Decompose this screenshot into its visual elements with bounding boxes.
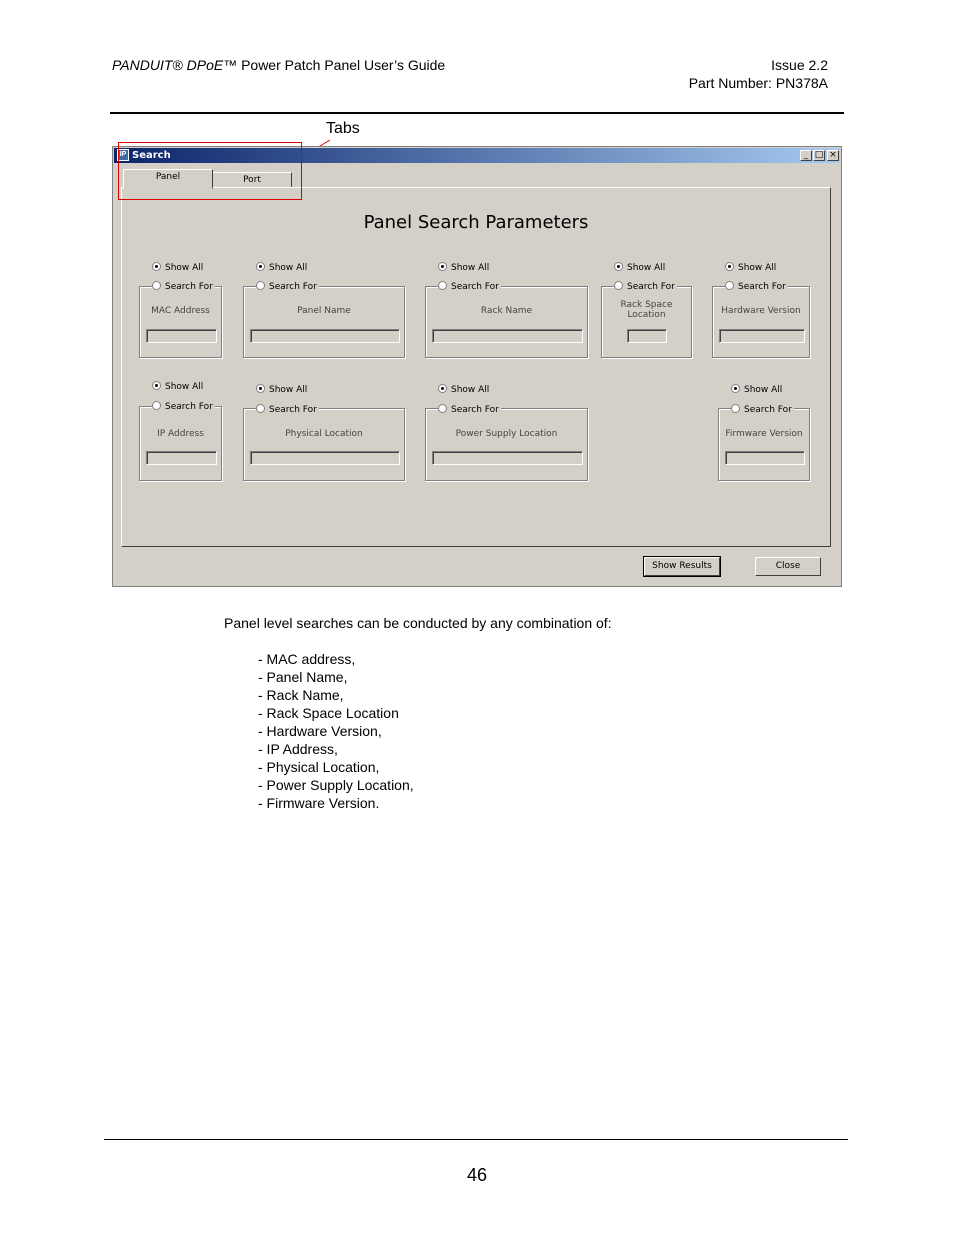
- radio-show-all[interactable]: Show All: [731, 384, 784, 396]
- power-supply-location-input[interactable]: [432, 451, 583, 465]
- ip-address-input[interactable]: [146, 451, 217, 465]
- radio-search-for[interactable]: Search For: [731, 404, 794, 416]
- minimize-icon[interactable]: _: [800, 150, 812, 161]
- header-issue: Issue 2.2: [771, 57, 828, 73]
- group-label: Power Supply Location: [455, 429, 558, 439]
- rack-space-location-input[interactable]: [627, 329, 667, 343]
- radio-search-for[interactable]: Search For: [152, 401, 215, 413]
- header-part-number: Part Number: PN378A: [688, 75, 828, 91]
- close-icon[interactable]: ×: [827, 150, 839, 161]
- panel-name-group: [243, 286, 405, 358]
- list-item: - Physical Location,: [258, 759, 380, 775]
- radio-search-for[interactable]: Search For: [725, 281, 788, 293]
- rack-name-group: [425, 286, 588, 358]
- tabs-annotation-label: Tabs: [326, 120, 360, 137]
- radio-unchecked-icon: [614, 281, 623, 290]
- mac-address-input[interactable]: [146, 329, 217, 343]
- group-label: Rack Space Location: [620, 300, 673, 320]
- list-item: - Power Supply Location,: [258, 777, 414, 793]
- radio-unchecked-icon: [438, 404, 447, 413]
- panel-name-input[interactable]: [250, 329, 400, 343]
- radio-show-all[interactable]: Show All: [152, 381, 205, 393]
- header-title: [112, 56, 445, 74]
- physical-location-input[interactable]: [250, 451, 400, 465]
- page-title: Panel Search Parameters: [363, 212, 589, 233]
- radio-unchecked-icon: [438, 281, 447, 290]
- page-number: 46: [466, 1165, 488, 1185]
- radio-checked-icon: [438, 384, 447, 393]
- radio-unchecked-icon: [152, 401, 161, 410]
- radio-unchecked-icon: [256, 404, 265, 413]
- radio-search-for[interactable]: Search For: [152, 281, 215, 293]
- radio-show-all[interactable]: Show All: [152, 262, 205, 274]
- footer-rule: [104, 1139, 848, 1140]
- list-item: - Rack Name,: [258, 687, 344, 703]
- hardware-version-group: [712, 286, 810, 358]
- radio-search-for[interactable]: Search For: [256, 281, 319, 293]
- search-dialog: [112, 146, 842, 587]
- power-supply-location-group: [425, 408, 588, 481]
- physical-location-group: [243, 408, 405, 481]
- radio-search-for[interactable]: Search For: [438, 404, 501, 416]
- header-title-rest: Power Patch Panel User’s Guide: [237, 57, 446, 73]
- radio-show-all[interactable]: Show All: [438, 262, 491, 274]
- radio-checked-icon: [725, 262, 734, 271]
- close-button[interactable]: Close: [755, 557, 821, 576]
- body-intro: Panel level searches can be conducted by any combination of:: [224, 615, 612, 631]
- list-item: - Hardware Version,: [258, 723, 382, 739]
- firmware-version-group: [718, 408, 810, 481]
- group-label: Firmware Version: [725, 429, 803, 439]
- radio-checked-icon: [731, 384, 740, 393]
- list-item: - Panel Name,: [258, 669, 348, 685]
- rack-space-location-group: [601, 286, 692, 358]
- panel-tab-page: [121, 187, 831, 547]
- group-label: Physical Location: [285, 429, 363, 439]
- radio-checked-icon: [438, 262, 447, 271]
- header-rule: [110, 112, 844, 114]
- radio-search-for[interactable]: Search For: [438, 281, 501, 293]
- radio-unchecked-icon: [256, 281, 265, 290]
- radio-unchecked-icon: [731, 404, 740, 413]
- list-item: - Rack Space Location: [258, 705, 399, 721]
- radio-checked-icon: [152, 262, 161, 271]
- firmware-version-input[interactable]: [725, 451, 805, 465]
- radio-search-for[interactable]: Search For: [256, 404, 319, 416]
- list-item: - Firmware Version.: [258, 795, 380, 811]
- radio-search-for[interactable]: Search For: [614, 281, 677, 293]
- radio-checked-icon: [152, 381, 161, 390]
- radio-unchecked-icon: [152, 281, 161, 290]
- ip-address-group: [139, 406, 222, 481]
- group-label: MAC Address: [151, 306, 210, 316]
- mac-address-group: [139, 286, 222, 358]
- radio-show-all[interactable]: Show All: [725, 262, 778, 274]
- group-label: Hardware Version: [721, 306, 801, 316]
- radio-checked-icon: [256, 384, 265, 393]
- rack-name-input[interactable]: [432, 329, 583, 343]
- list-item: - IP Address,: [258, 741, 338, 757]
- show-results-button[interactable]: Show Results: [644, 557, 720, 576]
- dialog-title: Search: [132, 150, 171, 161]
- maximize-icon[interactable]: □: [814, 150, 824, 160]
- app-icon: IP: [117, 149, 129, 161]
- list-item: - MAC address,: [258, 651, 356, 667]
- radio-show-all[interactable]: Show All: [614, 262, 667, 274]
- radio-checked-icon: [256, 262, 265, 271]
- radio-show-all[interactable]: Show All: [438, 384, 491, 396]
- group-label: Rack Name: [480, 306, 533, 316]
- radio-checked-icon: [614, 262, 623, 271]
- search-criteria-list: [258, 650, 414, 812]
- tab-panel[interactable]: Panel: [123, 169, 213, 189]
- radio-show-all[interactable]: Show All: [256, 262, 309, 274]
- group-label: IP Address: [157, 429, 204, 439]
- tab-port[interactable]: Port: [212, 172, 292, 188]
- header-brand: PANDUIT® DPoE™: [112, 57, 238, 73]
- radio-unchecked-icon: [725, 281, 734, 290]
- hardware-version-input[interactable]: [719, 329, 805, 343]
- radio-show-all[interactable]: Show All: [256, 384, 309, 396]
- group-label: Panel Name: [297, 306, 351, 316]
